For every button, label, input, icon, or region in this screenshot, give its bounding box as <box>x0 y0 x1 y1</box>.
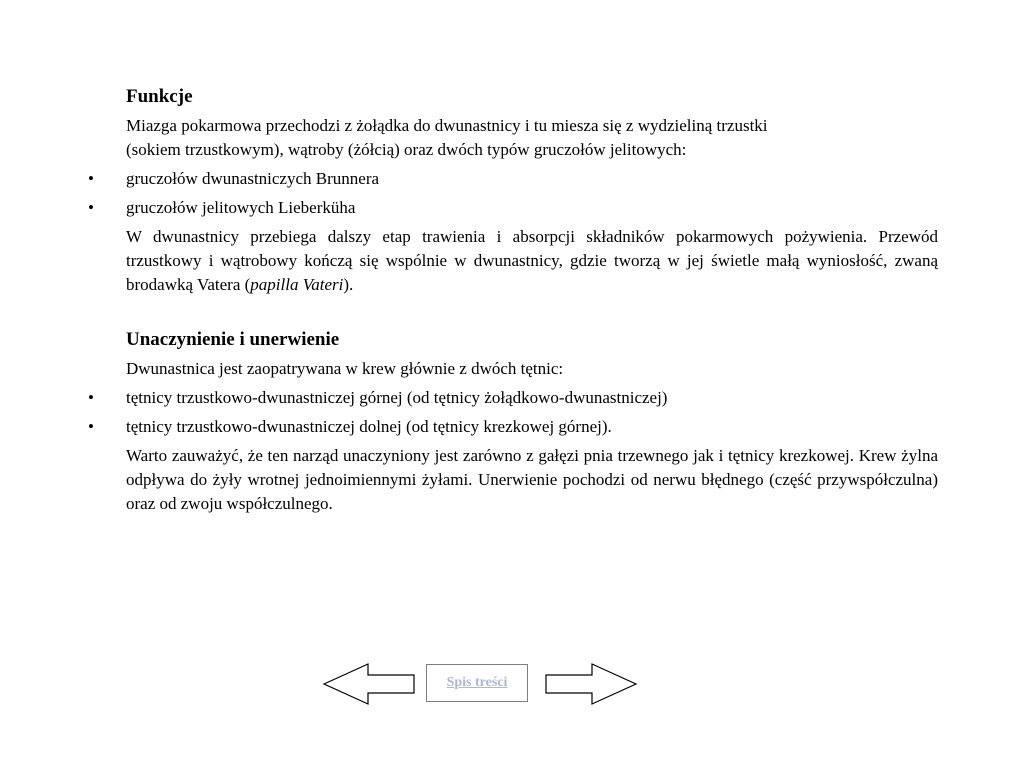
functions-intro <box>126 114 938 162</box>
section-heading-functions: Funkcje <box>126 86 193 107</box>
bullet-icon: • <box>88 417 94 436</box>
list-item: • gruczołów dwunastniczych Brunnera <box>126 167 938 191</box>
document-content <box>88 84 938 521</box>
next-page-button[interactable] <box>544 662 638 711</box>
functions-intro-line1: Miazga pokarmowa przechodzi z żołądka do dwunastnicy i tu miesza się z wydzieliną trzustki <box>126 116 768 135</box>
glands-list <box>88 167 938 220</box>
bullet-icon: • <box>88 169 94 188</box>
list-item: • gruczołów jelitowych Lieberküha <box>126 196 938 220</box>
left-arrow-icon <box>322 662 416 706</box>
digestion-paragraph: W dwunastnicy przebiega dalszy etap trawienia i absorpcji składników pokarmowych pożywienia. Przewód trzustkowy i wątrobowy kończą się wspólnie w dwunastnicy, gdzie tworzą w jej świetle małą wyniosłość, zwaną brodawką Vatera (papilla Vateri). <box>126 227 938 294</box>
previous-page-button[interactable] <box>322 662 416 711</box>
functions-intro-line2: (sokiem trzustkowym), wątroby (żółcią) oraz dwóch typów gruczołów jelitowych: <box>126 140 687 159</box>
table-of-contents-link[interactable]: Spis treści <box>426 664 528 702</box>
list-item: • tętnicy trzustkowo-dwunastniczej górnej (od tętnicy żołądkowo-dwunastniczej) <box>126 386 938 410</box>
section-vascularization <box>88 327 938 516</box>
navigation-bar <box>322 662 638 706</box>
arteries-list <box>88 386 938 439</box>
bullet-icon: • <box>88 388 94 407</box>
latin-term: papilla Vateri <box>250 275 344 294</box>
vascularization-intro: Dwunastnica jest zaopatrywana w krew głównie z dwóch tętnic: <box>126 359 564 378</box>
section-heading-vascularization: Unaczynienie i unerwienie <box>126 329 340 350</box>
right-arrow-icon <box>544 662 638 706</box>
list-item: • tętnicy trzustkowo-dwunastniczej dolnej (od tętnicy krezkowej górnej). <box>126 415 938 439</box>
innervation-paragraph: Warto zauważyć, że ten narząd unaczyniony jest zarówno z gałęzi pnia trzewnego jak i tętnicy krezkowej. Krew żylna odpływa do żyły wrotnej jednoimiennymi żyłami. Unerwienie pochodzi od nerwu błędnego (część przywspółczulna) oraz od zwoju współczulnego. <box>126 446 938 513</box>
bullet-icon: • <box>88 198 94 217</box>
